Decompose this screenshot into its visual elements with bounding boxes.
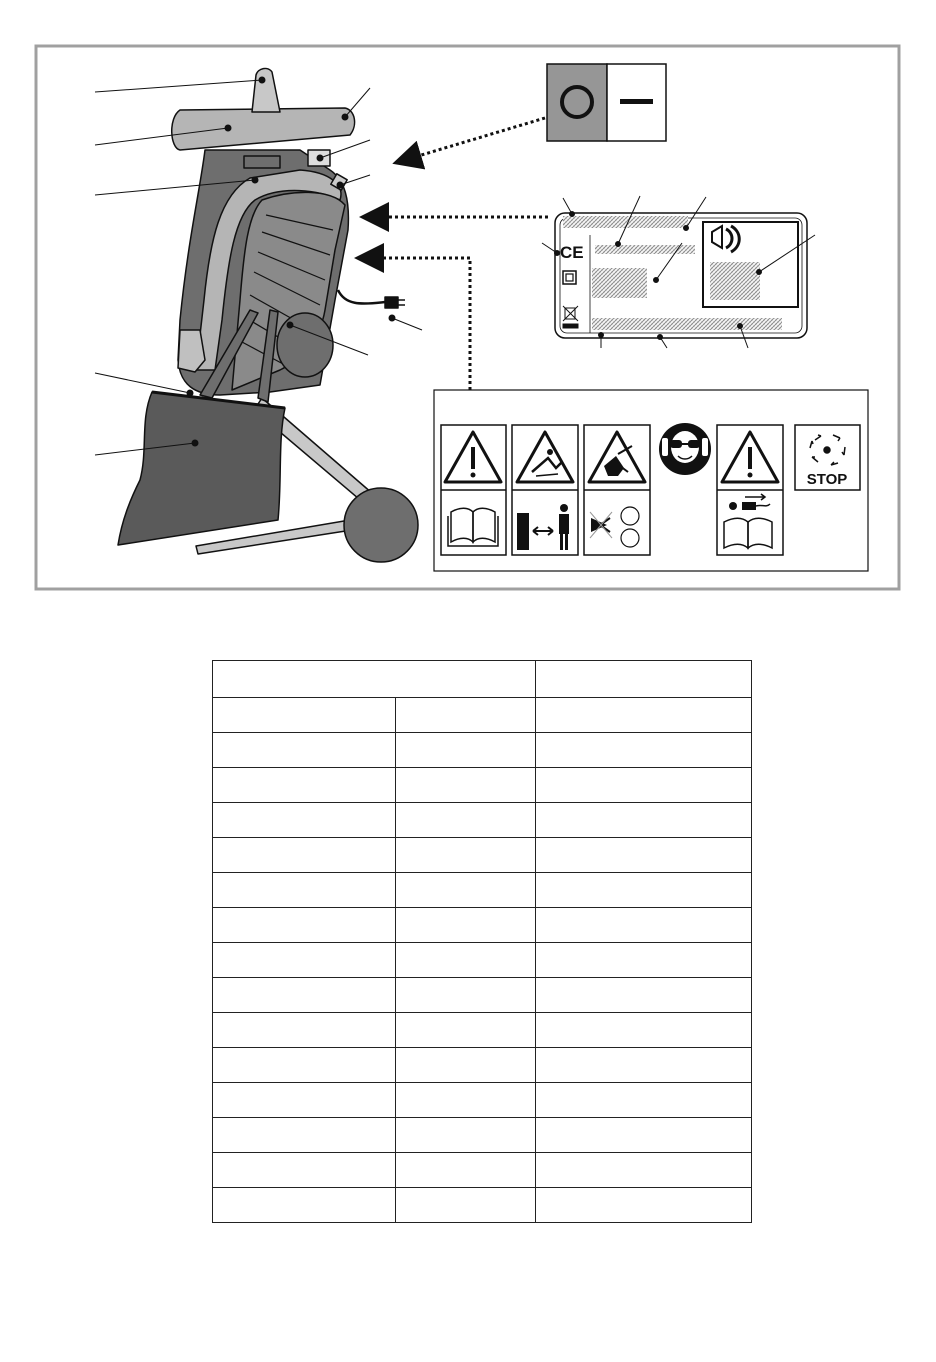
table-cell [396,1083,536,1118]
switch-off-panel [547,64,607,141]
collection-bag [118,392,285,545]
table-cell [536,1083,752,1118]
table-cell [213,838,396,873]
table-row [213,1118,752,1153]
table-row [213,1153,752,1188]
table-row [213,698,752,733]
rating-plate [542,196,815,348]
table-row [213,768,752,803]
table-row [213,1013,752,1048]
table-cell [396,1048,536,1083]
hatched-text-3 [592,268,647,298]
table-row [213,838,752,873]
table-header-cell [213,661,536,698]
table-cell [536,1118,752,1153]
table-cell [396,838,536,873]
table-cell [536,698,752,733]
table-cell [536,943,752,978]
table-row [213,1188,752,1223]
top-knob [252,68,280,112]
table-cell [396,1153,536,1188]
table-cell [396,768,536,803]
ce-mark: CE [560,243,584,262]
switch-on-icon [620,99,653,104]
safety-symbols-panel [434,390,868,571]
table-cell [213,943,396,978]
shredder-illustration [118,68,418,562]
hatched-text-1 [563,216,688,228]
table-cell [396,908,536,943]
table-cell [396,803,536,838]
table-cell [213,803,396,838]
wheel [344,488,418,562]
table-cell [213,768,396,803]
table-row [213,873,752,908]
table-cell [536,768,752,803]
dotted-arrows [360,118,548,390]
table-cell [213,1153,396,1188]
table-row [213,1048,752,1083]
table-cell [536,1013,752,1048]
table-cell [396,1013,536,1048]
switch-symbol [547,64,666,141]
table-row [213,803,752,838]
table-cell [213,1083,396,1118]
table-cell [536,1048,752,1083]
hatched-text-4 [592,318,782,330]
table-cell [396,873,536,908]
power-cable [338,290,385,304]
eye-ear-protection-icon [659,423,711,475]
lower-cover [178,330,205,372]
plug [385,297,398,308]
table-cell [536,873,752,908]
table-cell [536,838,752,873]
table-cell [213,978,396,1013]
hatched-noise [710,262,760,300]
table-cell [213,733,396,768]
table-row [213,1083,752,1118]
table-cell [396,943,536,978]
stop-label: STOP [806,471,848,488]
table-cell [396,978,536,1013]
table-cell [213,1118,396,1153]
table-cell [536,978,752,1013]
table-cell [213,1013,396,1048]
table-cell [536,1153,752,1188]
table-cell [213,873,396,908]
table-cell [396,1188,536,1223]
table-cell [213,698,396,733]
product-figure [0,0,936,600]
table-header-cell [536,661,752,698]
table-cell [396,1118,536,1153]
table-cell [536,1188,752,1223]
table-row [213,943,752,978]
table-row [213,908,752,943]
table-row [213,978,752,1013]
table-cell [536,908,752,943]
specification-table [212,660,752,1223]
table-cell [536,803,752,838]
table-cell [396,733,536,768]
top-cover [172,108,355,150]
table-cell [536,733,752,768]
table-header-row [213,661,752,698]
table-cell [213,1188,396,1223]
table-cell [396,698,536,733]
body-label-plate [244,156,280,168]
table-cell [213,908,396,943]
table-cell [213,1048,396,1083]
motor-housing [277,313,333,377]
table-row [213,733,752,768]
